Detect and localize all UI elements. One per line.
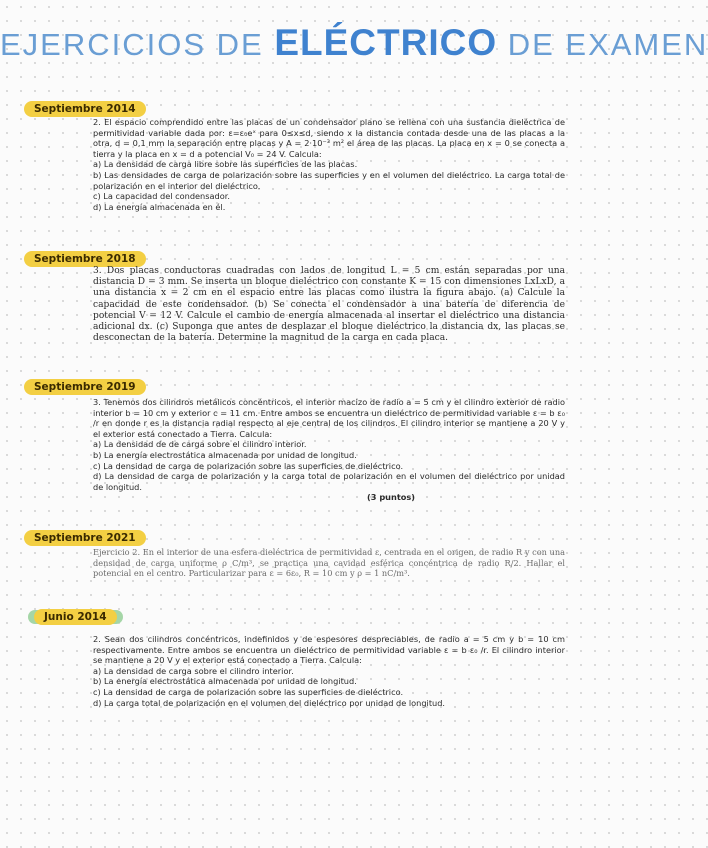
exercise-item: b) Las densidades de carga de polarización sobre las superficies y en el volumen del dieléctrico. La carga total de polarización en el interior del dieléctrico. bbox=[93, 169, 565, 191]
exercise-sep-2021 bbox=[93, 547, 565, 579]
page-title bbox=[0, 22, 708, 64]
exercise-sep-2018 bbox=[93, 266, 565, 344]
date-badge: Septiembre 2019 bbox=[24, 379, 146, 395]
exercise-item: d) La energía almacenada en él. bbox=[93, 201, 226, 212]
exercise-item: a) La densidad de carga libre sobre las superficies de las placas. bbox=[93, 159, 358, 170]
section-label-sep-2018 bbox=[24, 247, 146, 267]
exercise-intro: 2. El espacio comprendido entre las placas de un condensador plano se rellena con una sustancia dieléctrica de permitividad variable dada por: ε=ε₀eˣ para 0≤x≤d, siendo x la distancia contada desde una de las placas a la otra, d = 0,1 mm la separación entre placas y A = 2·10⁻³ m² el área de las placas. La placa en x = 0 se conecta a tierra y la placa en x = d a potencial V₀ = 24 V. Calcula: bbox=[93, 117, 565, 159]
section-label-sep-2019 bbox=[24, 375, 146, 395]
exercise-item: d) La carga total de polarización en el volumen del dieléctrico por unidad de longitud. bbox=[93, 697, 446, 708]
exercise-item: c) La densidad de carga de polarización sobre las superficies de dieléctrico. bbox=[93, 460, 404, 471]
exercise-item: a) La densidad de de carga sobre el cilindro interior. bbox=[93, 439, 307, 450]
date-badge: Septiembre 2021 bbox=[24, 530, 146, 546]
exercise-intro: 2. Sean dos cilindros concéntricos, indefinidos y de espesores despreciables, de radio a = 5 cm y b = 10 cm respectivamente. Entre ambos se encuentra un dieléctrico de permitividad variable ε = b ε₀ /r. El cilindro interior se mantiene a 20 V y el exterior está conectado a Tierra. Calcula: bbox=[93, 634, 565, 666]
exercise-sep-2019 bbox=[93, 397, 565, 503]
exercise-item: a) La densidad de carga sobre el cilindro interior. bbox=[93, 665, 294, 676]
exercise-jun-2014 bbox=[93, 634, 565, 708]
exercise-item: d) La densidad de carga de polarización y la carga total de polarización en el volumen del dieléctrico por unidad de longitud. bbox=[93, 471, 565, 492]
exercise-intro: 3. Tenemos dos cilindros metálicos concéntricos, el interior macizo de radio a = 5 cm y el cilindro exterior de radio interior b = 10 cm y exterior c = 11 cm. Entre ambos se encuentra un dieléctrico de permitividad variable ε = b ε₀ /r en donde r es la distancia radial respecto al eje central de los cilindros. El cilindro interior se mantiene a 20 V y el exterior está conectado a Tierra. Calcula: bbox=[93, 397, 565, 439]
points-note: (3 puntos) bbox=[367, 492, 415, 503]
exercise-intro: 3. Dos placas conductoras cuadradas con lados de longitud L = 5 cm están separadas por una distancia D = 3 mm. Se inserta un bloque dieléctrico con constante K = 15 con dimensiones LxLxD, a una distancia x = 2 cm en el espacio entre las placas como ilustra la figura abajo. (a) Calcule la capacidad de este condensador. (b) Se conecta el condensador a una batería de diferencia de potencial V = 12 V. Calcule el cambio de energía almacenada al insertar el dieléctrico una distancia adicional dx. (c) Suponga que antes de desplazar el bloque dieléctrico la distancia dx, las placas se desconectan de la batería. Determine la magnitud de la carga en cada placa. bbox=[93, 266, 565, 344]
exercise-item: b) La energía electrostática almacenada por unidad de longitud. bbox=[93, 676, 357, 687]
exercise-item: c) La capacidad del condensador. bbox=[93, 191, 230, 202]
exercise-intro: Ejercicio 2. En el interior de una esfera dieléctrica de permitividad ε, centrada en el origen, de radio R y con una densidad de carga uniforme ρ C/m³, se practica una cavidad esférica concéntrica de radio R/2. Hallar el potencial en el centro. Particularizar para ε = 6ε₀, R = 10 cm y ρ = 1 nC/m³. bbox=[93, 547, 565, 579]
date-badge: Septiembre 2014 bbox=[24, 101, 146, 117]
section-label-sep-2021 bbox=[24, 526, 146, 546]
exercise-item: b) La energía electrostática almacenada por unidad de longitud. bbox=[93, 449, 357, 460]
title-part-2: ELÉCTRICO bbox=[274, 22, 498, 63]
title-part-3: DE EXAMEN bbox=[497, 27, 708, 62]
exercise-sep-2014 bbox=[93, 117, 565, 212]
section-label-sep-2014 bbox=[24, 97, 146, 117]
title-part-1: EJERCICIOS DE bbox=[0, 27, 275, 62]
exercise-item: c) La densidad de carga de polarización sobre las superficies de dieléctrico. bbox=[93, 686, 404, 697]
date-badge: Septiembre 2018 bbox=[24, 251, 146, 267]
date-badge: Junio 2014 bbox=[34, 609, 117, 625]
section-label-jun-2014 bbox=[34, 605, 117, 625]
